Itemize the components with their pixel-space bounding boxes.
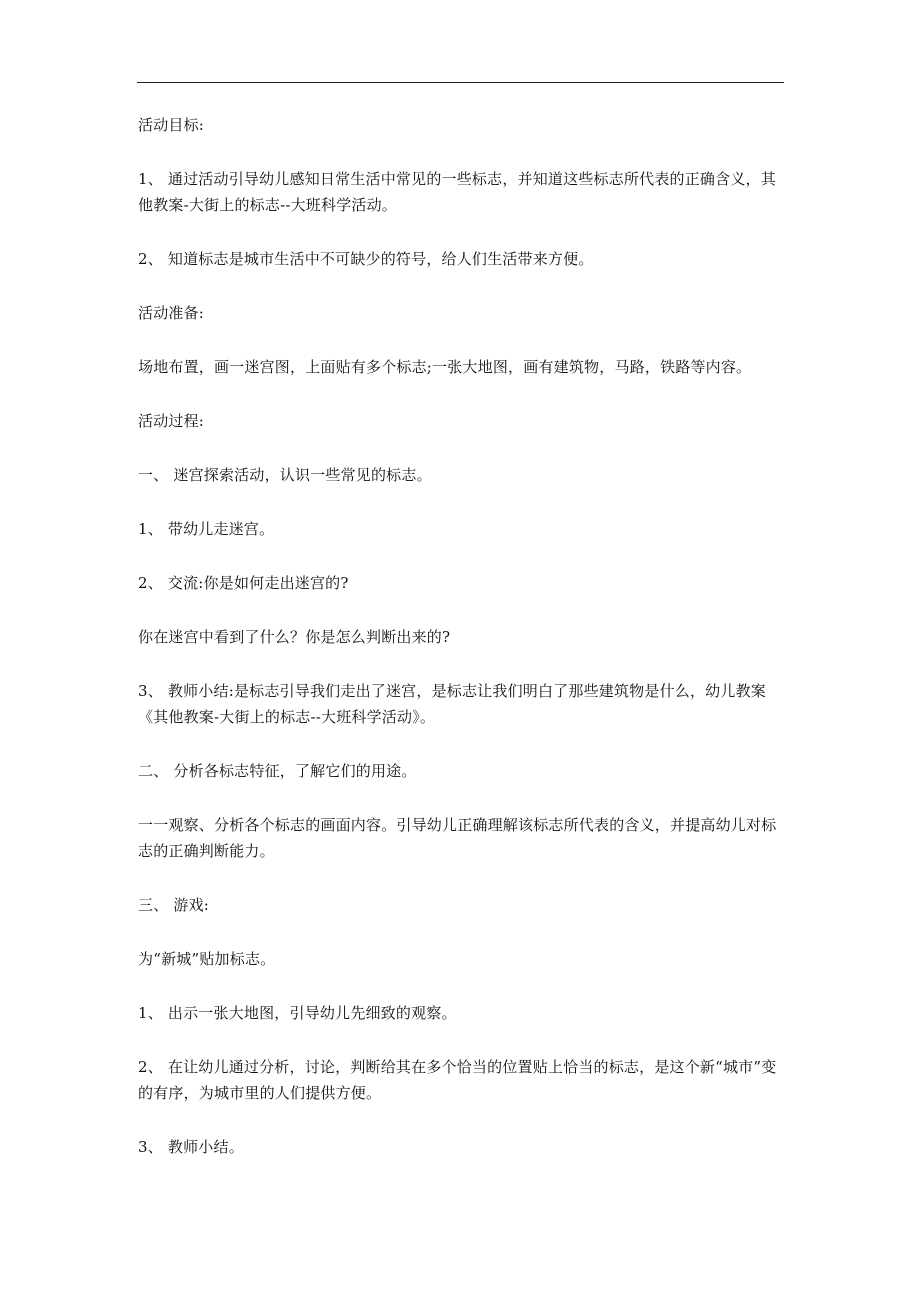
process-step-2-text: 一一观察、分析各个标志的画面内容。引导幼儿正确理解该标志所代表的含义，并提高幼儿对标志的正确判断能力。 bbox=[138, 816, 777, 860]
process-step-3-intro: 为“新城”贴加标志。 bbox=[138, 950, 276, 968]
process-step-1-heading: 一、 迷宫探索活动，认识一些常见的标志。 bbox=[138, 466, 432, 484]
process-step-3-heading: 三、 游戏: bbox=[138, 896, 210, 914]
document-body bbox=[138, 112, 786, 1188]
process-step-1-item-2: 2、 交流:你是如何走出迷宫的? bbox=[138, 574, 349, 592]
process-step-3-item-2: 2、 在让幼儿通过分析，讨论，判断给其在多个恰当的位置贴上恰当的标志，是这个新“城市”变的有序，为城市里的人们提供方便。 bbox=[138, 1058, 777, 1102]
process-step-3-item-3: 3、 教师小结。 bbox=[138, 1138, 244, 1156]
process-step-1-item-3: 3、 教师小结:是标志引导我们走出了迷宫，是标志让我们明白了那些建筑物是什么，幼儿教案《其他教案-大街上的标志--大班科学活动》。 bbox=[138, 682, 766, 726]
goal-item-2: 2、 知道标志是城市生活中不可缺少的符号，给人们生活带来方便。 bbox=[138, 250, 594, 268]
section-heading-preparation: 活动准备: bbox=[138, 304, 205, 322]
process-step-2-heading: 二、 分析各标志特征，了解它们的用途。 bbox=[138, 762, 417, 780]
goal-item-1: 1、 通过活动引导幼儿感知日常生活中常见的一些标志，并知道这些标志所代表的正确含义，其他教案-大街上的标志--大班科学活动。 bbox=[138, 170, 776, 214]
process-step-3-item-1: 1、 出示一张大地图，引导幼儿先细致的观察。 bbox=[138, 1004, 457, 1022]
process-step-1-item-1: 1、 带幼儿走迷宫。 bbox=[138, 520, 275, 538]
section-heading-process: 活动过程: bbox=[138, 412, 205, 430]
section-heading-goals: 活动目标: bbox=[138, 116, 205, 134]
header-rule bbox=[137, 82, 784, 83]
preparation-text: 场地布置，画一迷宫图，上面贴有多个标志;一张大地图，画有建筑物，马路，铁路等内容。 bbox=[138, 358, 752, 376]
process-step-1-item-2-followup: 你在迷宫中看到了什么？你是怎么判断出来的? bbox=[138, 628, 451, 646]
